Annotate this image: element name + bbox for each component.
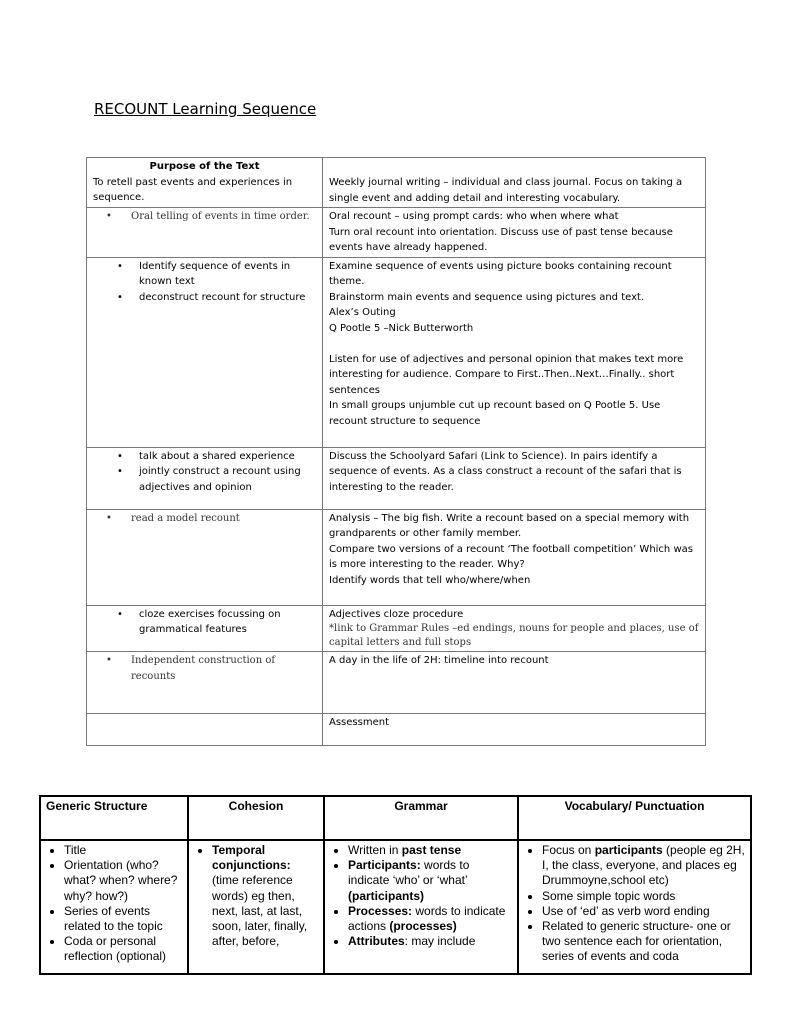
table-row (87, 652, 706, 714)
sequence-left-cell (87, 257, 323, 447)
activity-line: Listen for use of adjectives and personal opinion that makes text more interesting for audience. Compare to First..Then..Next…Finally.. short sentences (329, 353, 684, 396)
grammar-text: Written in (348, 843, 402, 857)
grammar-term: past tense (401, 843, 462, 857)
purpose-text: To retell past events and experiences in sequence. (93, 176, 293, 203)
grammar-cell (324, 840, 518, 974)
list-item: • Some simple topic words (542, 889, 745, 904)
spacer (329, 336, 699, 352)
list-item (348, 858, 512, 904)
column-header: Vocabulary/ Punctuation (518, 796, 751, 840)
activity-line: Identify words that tell who/where/when (329, 574, 531, 586)
list-item: • Orientation (who? what? when? where? why? how?) (64, 858, 182, 904)
list-item: • Independent construction of recounts (93, 653, 316, 684)
activity-line: Q Pootle 5 –Nick Butterworth (329, 322, 474, 334)
column-header: Cohesion (188, 796, 324, 840)
generic-structure-cell (40, 840, 188, 974)
sequence-right-cell (323, 652, 706, 714)
list-item: • jointly construct a recount using adjectives and opinion (93, 464, 316, 495)
column-header: Generic Structure (40, 796, 188, 840)
sequence-left-cell (87, 447, 323, 509)
cohesion-cell (188, 840, 324, 974)
table-row (87, 208, 706, 258)
vocab-text: Focus on (542, 843, 595, 857)
table-header-row (40, 796, 751, 840)
purpose-heading: Purpose of the Text (149, 161, 260, 172)
list-item: • Use of ‘ed’ as verb word ending (542, 904, 745, 919)
cohesion-text: (time reference words) eg then, next, last, at last, soon, later, finally, after, before, (212, 873, 308, 949)
list-item (542, 843, 745, 889)
activity-line: *link to Grammar Rules –ed endings, nouns for people and places, use of capital letters and full stops (329, 623, 699, 648)
table-row (87, 447, 706, 509)
sequence-right-cell (323, 714, 706, 746)
list-item: • cloze exercises focussing on grammatical features (93, 607, 316, 638)
activity-line: Adjectives cloze procedure (329, 608, 464, 620)
sequence-left-cell (87, 605, 323, 652)
purpose-cell (87, 158, 323, 208)
column-header: Grammar (324, 796, 518, 840)
grammar-text: : may include (404, 934, 476, 949)
activity-line: Analysis – The big fish. Write a recount based on a special memory with grandparents or other family member. (329, 512, 690, 539)
table-row (87, 158, 706, 208)
journal-text: Weekly journal writing – individual and class journal. Focus on taking a single event and adding detail and interesting vocabulary. (329, 177, 683, 204)
table-row (87, 257, 706, 447)
sequence-right-cell (323, 257, 706, 447)
grammar-term: Attributes (348, 934, 405, 949)
page-title: RECOUNT Learning Sequence (94, 100, 317, 118)
sequence-right-cell (323, 605, 706, 652)
activity-line: In small groups unjumble cut up recount based on Q Pootle 5. Use recount structure to sequence (329, 400, 661, 427)
grammar-term: Participants: (348, 858, 421, 873)
vocab-text: (people eg 2H, I, the class, everyone, and places eg Drummoyne,school etc) (542, 843, 745, 888)
grammar-text: words to indicate ‘who’ or ‘what’ (348, 858, 470, 888)
list-item: • talk about a shared experience (93, 449, 316, 465)
list-item (212, 843, 318, 949)
sequence-left-cell (87, 714, 323, 746)
list-item (348, 904, 512, 934)
cohesion-term: Temporal conjunctions: (212, 843, 291, 873)
activity-line: Turn oral recount into orientation. Discuss use of past tense because events have already happened. (329, 226, 673, 253)
sequence-left-cell (87, 652, 323, 714)
activity-line: Discuss the Schoolyard Safari (Link to Science). In pairs identify a sequence of events. As a class construct a recount of the safari that is interesting to the reader. (329, 450, 682, 493)
assessment-label: Assessment (329, 717, 389, 728)
list-item: • Series of events related to the topic (64, 904, 182, 934)
vocabulary-cell (518, 840, 751, 974)
language-features-table (39, 795, 752, 975)
table-row (40, 840, 751, 974)
table-row (87, 714, 706, 746)
grammar-term: (participants) (348, 888, 425, 903)
sequence-left-cell (87, 208, 323, 258)
grammar-text: words to indicate actions (348, 903, 506, 934)
activity-line: Compare two versions of a recount ‘The football competition’ Which was is more interesting to the reader. Why? (329, 543, 693, 570)
list-item (348, 843, 512, 858)
list-item: • Title (64, 843, 182, 858)
list-item: • Related to generic structure- one or two sentence each for orientation, series of events and coda (542, 919, 745, 965)
grammar-term: (processes) (389, 919, 457, 934)
activity-line: A day in the life of 2H: timeline into recount (329, 655, 549, 666)
list-item (348, 934, 512, 949)
activity-line: Brainstorm main events and sequence using pictures and text. (329, 291, 645, 303)
activity-line: Oral recount – using prompt cards: who when where what (329, 211, 619, 222)
list-item: • Coda or personal reflection (optional) (64, 934, 182, 964)
journal-cell (323, 158, 706, 208)
table-row (87, 605, 706, 652)
activity-line: Examine sequence of events using picture books containing recount theme. (329, 260, 672, 287)
sequence-right-cell (323, 509, 706, 605)
vocab-term: participants (594, 843, 663, 857)
list-item: • Oral telling of events in time order. (93, 209, 316, 225)
list-item: • read a model recount (93, 511, 316, 527)
sequence-right-cell (323, 447, 706, 509)
list-item: • deconstruct recount for structure (93, 290, 316, 306)
grammar-term: Processes: (348, 903, 413, 918)
sequence-left-cell (87, 509, 323, 605)
activity-line: Alex’s Outing (329, 307, 396, 318)
sequence-right-cell (323, 208, 706, 258)
learning-sequence-table (86, 157, 706, 746)
table-row (87, 509, 706, 605)
list-item: • Identify sequence of events in known text (93, 259, 316, 290)
